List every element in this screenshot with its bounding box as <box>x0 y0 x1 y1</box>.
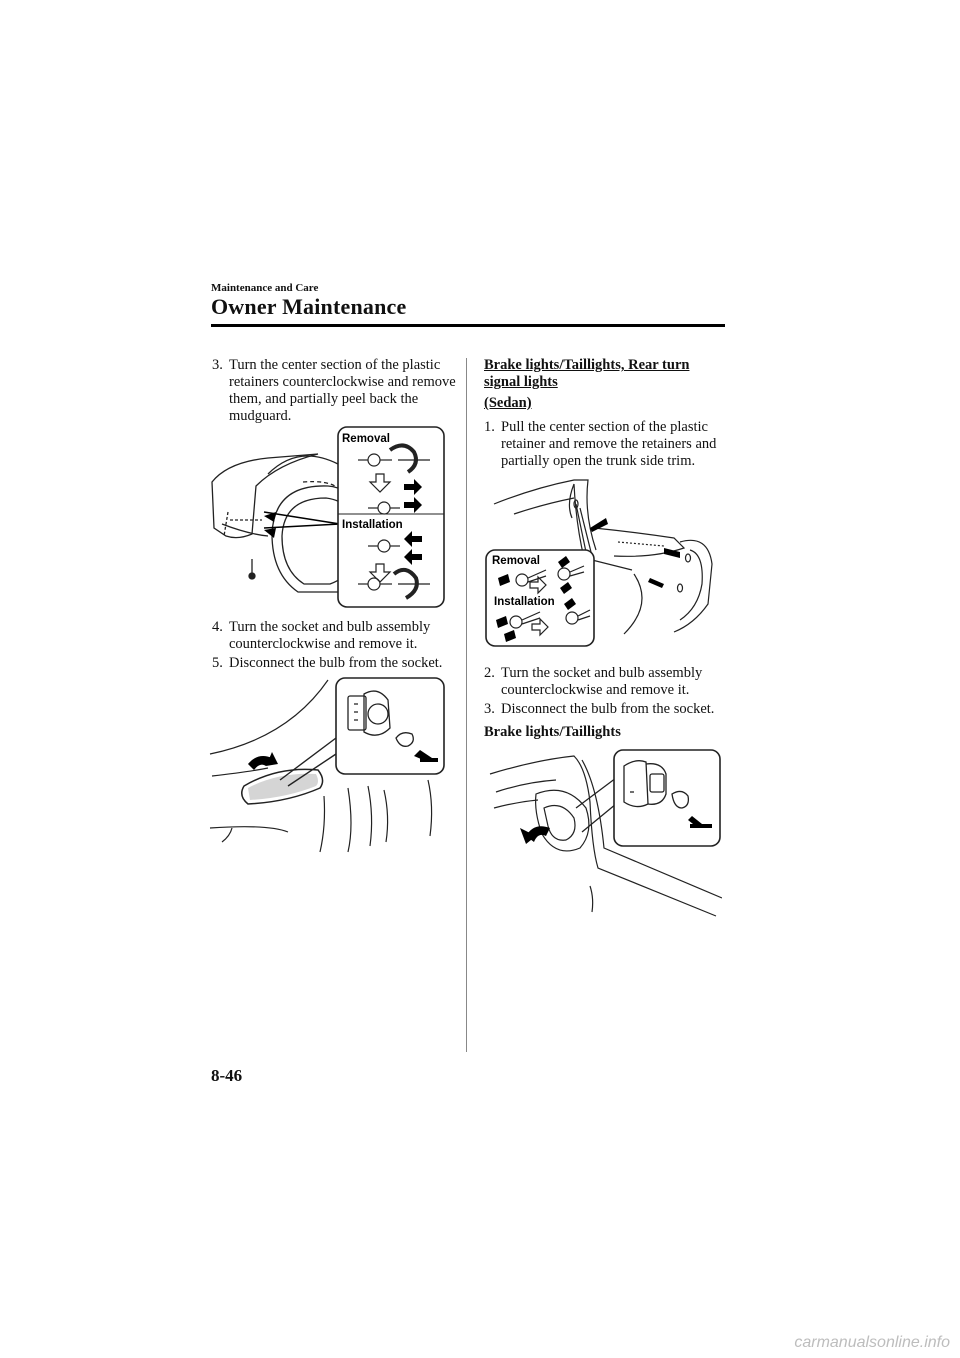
watermark: carmanualsonline.info <box>794 1334 950 1351</box>
column-divider <box>466 358 467 1052</box>
step-number: 4. <box>212 619 223 635</box>
section-label: Maintenance and Care <box>211 282 319 294</box>
page-title: Owner Maintenance <box>211 294 407 319</box>
trunk-retainer-illustration <box>484 474 724 650</box>
right-subheading-brake: Brake lights/Taillights <box>484 724 621 740</box>
right-heading: Brake lights/Taillights, Rear turn signal lights <box>484 357 690 390</box>
removal-label: Removal <box>492 555 540 567</box>
step-text: Disconnect the bulb from the socket. <box>229 655 443 671</box>
right-step-1 <box>484 419 734 470</box>
left-step-4 <box>212 619 462 653</box>
step-number: 5. <box>212 655 223 671</box>
step-text: Disconnect the bulb from the socket. <box>501 701 715 717</box>
page-number: 8-46 <box>211 1066 243 1085</box>
installation-label: Installation <box>342 519 403 531</box>
right-step-2 <box>484 665 734 699</box>
left-step-3 <box>212 357 462 425</box>
installation-label: Installation <box>494 596 555 608</box>
left-step-5 <box>212 655 462 672</box>
brake-light-bulb-illustration <box>486 748 722 926</box>
step-text: Turn the socket and bulb assembly counterclockwise and remove it. <box>501 665 703 698</box>
mudguard-retainer-illustration <box>208 424 448 610</box>
step-number: 3. <box>212 357 223 373</box>
right-step-3 <box>484 701 734 718</box>
removal-label: Removal <box>342 433 390 445</box>
step-text: Turn the socket and bulb assembly counterclockwise and remove it. <box>229 619 431 652</box>
step-number: 2. <box>484 665 495 681</box>
step-text: Turn the center section of the plastic retainers counterclockwise and remove them, and partially peel back the mudguard. <box>229 357 456 424</box>
step-number: 1. <box>484 419 495 435</box>
step-text: Pull the center section of the plastic retainer and remove the retainers and partially open the trunk side trim. <box>501 419 717 469</box>
side-marker-bulb-illustration <box>208 676 448 854</box>
right-subheading-sedan: (Sedan) <box>484 395 532 411</box>
step-number: 3. <box>484 701 495 717</box>
title-rule <box>211 324 725 327</box>
